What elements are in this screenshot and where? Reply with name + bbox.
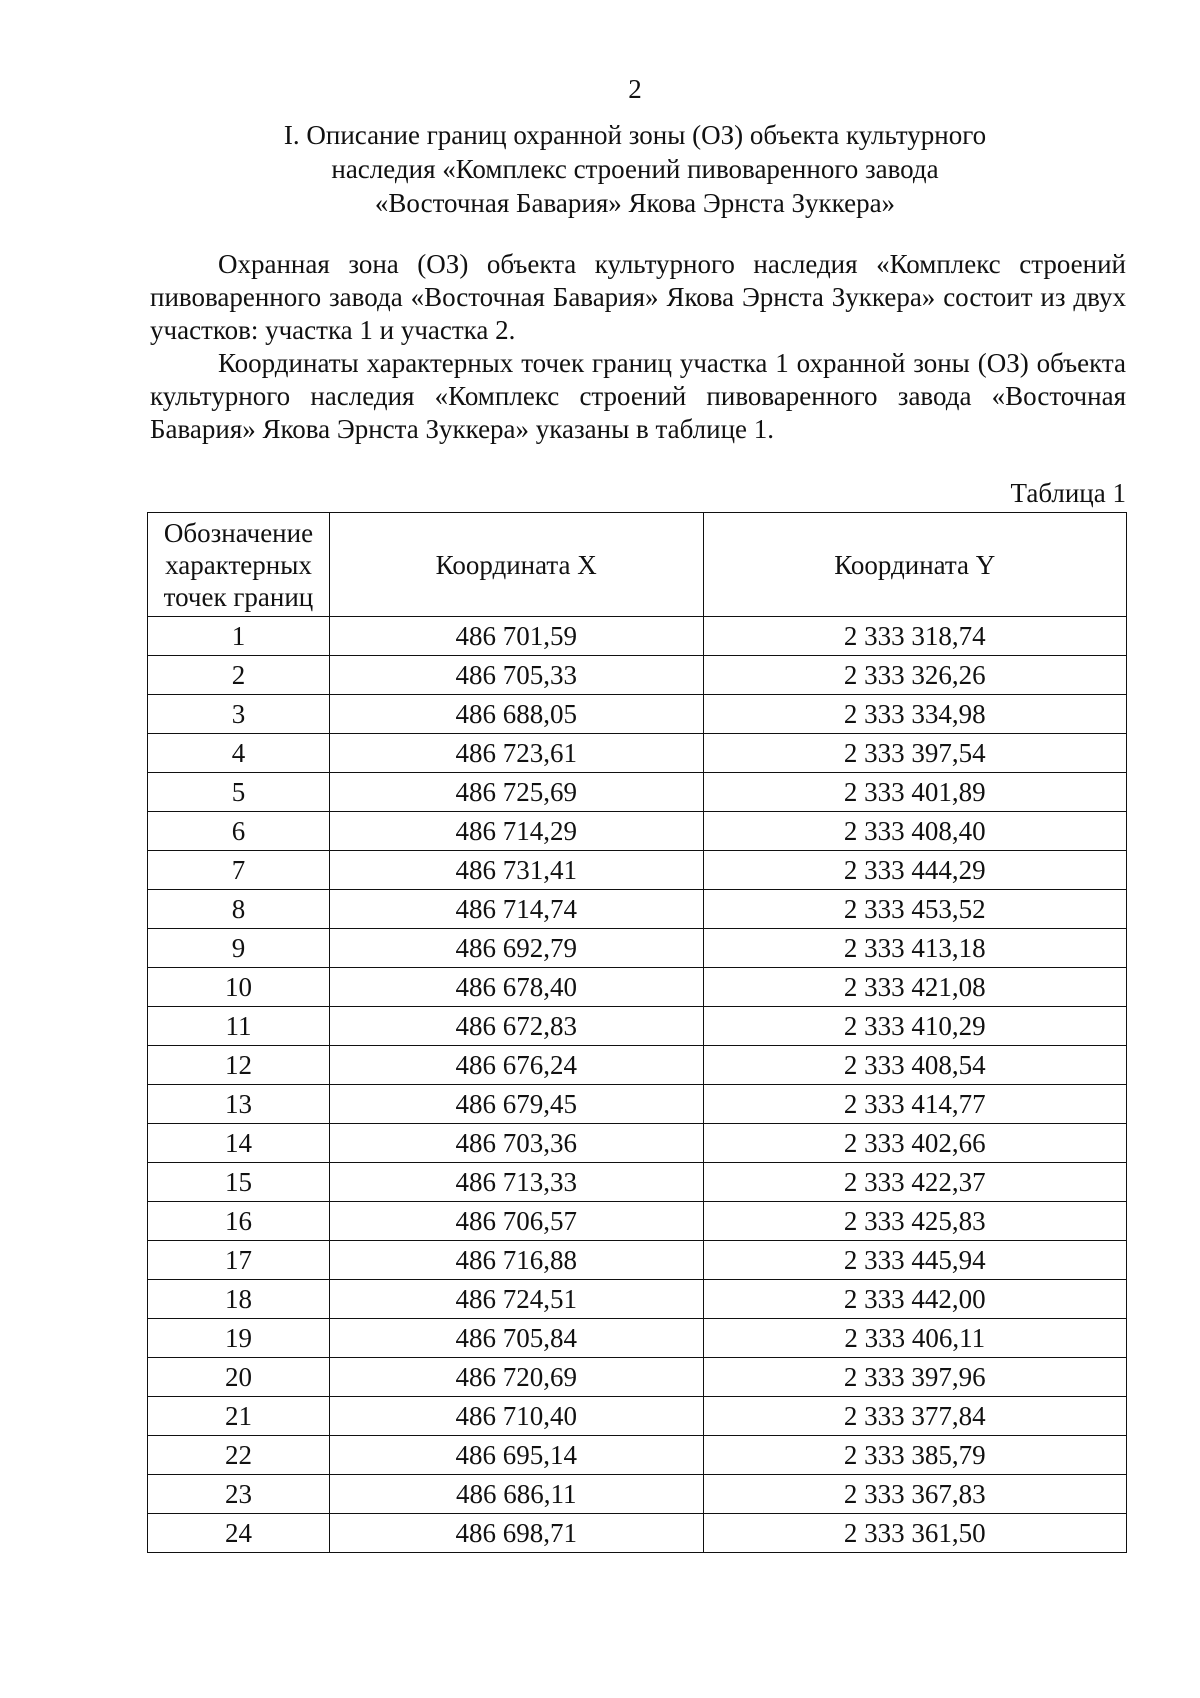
cell-coordinate-x: 486 679,45 bbox=[329, 1085, 703, 1124]
cell-coordinate-y: 2 333 453,52 bbox=[703, 890, 1127, 929]
cell-coordinate-y: 2 333 442,00 bbox=[703, 1280, 1127, 1319]
table-row bbox=[148, 1397, 1127, 1436]
cell-point-number: 9 bbox=[148, 929, 330, 968]
table-row bbox=[148, 851, 1127, 890]
cell-point-number: 5 bbox=[148, 773, 330, 812]
cell-coordinate-y: 2 333 410,29 bbox=[703, 1007, 1127, 1046]
cell-coordinate-x: 486 692,79 bbox=[329, 929, 703, 968]
cell-point-number: 18 bbox=[148, 1280, 330, 1319]
cell-coordinate-x: 486 714,74 bbox=[329, 890, 703, 929]
table-row bbox=[148, 1436, 1127, 1475]
cell-coordinate-x: 486 688,05 bbox=[329, 695, 703, 734]
heading-line-3: «Восточная Бавария» Якова Эрнста Зуккера» bbox=[374, 188, 896, 218]
table-row bbox=[148, 1280, 1127, 1319]
cell-point-number: 20 bbox=[148, 1358, 330, 1397]
cell-coordinate-y: 2 333 444,29 bbox=[703, 851, 1127, 890]
cell-coordinate-y: 2 333 406,11 bbox=[703, 1319, 1127, 1358]
table-row bbox=[148, 1163, 1127, 1202]
cell-point-number: 16 bbox=[148, 1202, 330, 1241]
cell-coordinate-x: 486 695,14 bbox=[329, 1436, 703, 1475]
table-row bbox=[148, 773, 1127, 812]
paragraph-zone-composition: Охранная зона (ОЗ) объекта культурного наследия «Комплекс строений пивоваренного завода «Восточная Бавария» Якова Эрнста Зуккера» состоит из двух участков: участка 1 и участка 2. bbox=[150, 249, 1126, 345]
table-row bbox=[148, 617, 1127, 656]
cell-coordinate-x: 486 672,83 bbox=[329, 1007, 703, 1046]
cell-point-number: 24 bbox=[148, 1514, 330, 1553]
table-caption: Таблица 1 bbox=[1010, 478, 1126, 508]
page-number: 2 bbox=[628, 74, 642, 104]
cell-coordinate-x: 486 676,24 bbox=[329, 1046, 703, 1085]
cell-coordinate-x: 486 714,29 bbox=[329, 812, 703, 851]
section-heading bbox=[150, 118, 1120, 220]
table-row bbox=[148, 1007, 1127, 1046]
cell-coordinate-x: 486 724,51 bbox=[329, 1280, 703, 1319]
table-row bbox=[148, 812, 1127, 851]
header-point-line-1: Обозначение bbox=[163, 517, 314, 548]
table-row bbox=[148, 1475, 1127, 1514]
cell-coordinate-x: 486 725,69 bbox=[329, 773, 703, 812]
cell-coordinate-x: 486 713,33 bbox=[329, 1163, 703, 1202]
table-row bbox=[148, 1202, 1127, 1241]
table-row bbox=[148, 1085, 1127, 1124]
cell-point-number: 19 bbox=[148, 1319, 330, 1358]
table-row bbox=[148, 1358, 1127, 1397]
cell-coordinate-y: 2 333 425,83 bbox=[703, 1202, 1127, 1241]
table-row bbox=[148, 1319, 1127, 1358]
cell-coordinate-x: 486 686,11 bbox=[329, 1475, 703, 1514]
table-row bbox=[148, 968, 1127, 1007]
cell-point-number: 11 bbox=[148, 1007, 330, 1046]
cell-point-number: 7 bbox=[148, 851, 330, 890]
cell-coordinate-y: 2 333 385,79 bbox=[703, 1436, 1127, 1475]
cell-coordinate-y: 2 333 326,26 bbox=[703, 656, 1127, 695]
heading-line-2: наследия «Комплекс строений пивоваренного завода bbox=[331, 154, 939, 184]
table-row bbox=[148, 1046, 1127, 1085]
header-coordinate-x: Координата X bbox=[329, 513, 703, 617]
cell-coordinate-x: 486 698,71 bbox=[329, 1514, 703, 1553]
cell-coordinate-y: 2 333 408,40 bbox=[703, 812, 1127, 851]
cell-coordinate-x: 486 705,33 bbox=[329, 656, 703, 695]
cell-coordinate-y: 2 333 377,84 bbox=[703, 1397, 1127, 1436]
cell-coordinate-y: 2 333 397,96 bbox=[703, 1358, 1127, 1397]
cell-coordinate-y: 2 333 397,54 bbox=[703, 734, 1127, 773]
heading-line-1: I. Описание границ охранной зоны (ОЗ) объекта культурного bbox=[283, 120, 987, 150]
cell-point-number: 10 bbox=[148, 968, 330, 1007]
cell-point-number: 13 bbox=[148, 1085, 330, 1124]
cell-coordinate-y: 2 333 408,54 bbox=[703, 1046, 1127, 1085]
table-row bbox=[148, 695, 1127, 734]
cell-point-number: 21 bbox=[148, 1397, 330, 1436]
body-text bbox=[150, 248, 1126, 446]
cell-coordinate-y: 2 333 422,37 bbox=[703, 1163, 1127, 1202]
cell-coordinate-y: 2 333 367,83 bbox=[703, 1475, 1127, 1514]
cell-point-number: 4 bbox=[148, 734, 330, 773]
cell-coordinate-y: 2 333 421,08 bbox=[703, 968, 1127, 1007]
cell-point-number: 15 bbox=[148, 1163, 330, 1202]
cell-coordinate-x: 486 703,36 bbox=[329, 1124, 703, 1163]
cell-coordinate-y: 2 333 318,74 bbox=[703, 617, 1127, 656]
cell-coordinate-x: 486 701,59 bbox=[329, 617, 703, 656]
table-row bbox=[148, 656, 1127, 695]
cell-point-number: 2 bbox=[148, 656, 330, 695]
cell-point-number: 1 bbox=[148, 617, 330, 656]
cell-point-number: 12 bbox=[148, 1046, 330, 1085]
cell-coordinate-x: 486 710,40 bbox=[329, 1397, 703, 1436]
paragraph-coordinates-intro: Координаты характерных точек границ участка 1 охранной зоны (ОЗ) объекта культурного наследия «Комплекс строений пивоваренного завода «Восточная Бавария» Якова Эрнста Зуккера» указаны в таблице 1. bbox=[150, 348, 1126, 444]
cell-coordinate-y: 2 333 445,94 bbox=[703, 1241, 1127, 1280]
cell-coordinate-x: 486 706,57 bbox=[329, 1202, 703, 1241]
cell-coordinate-y: 2 333 414,77 bbox=[703, 1085, 1127, 1124]
table-row bbox=[148, 929, 1127, 968]
cell-coordinate-y: 2 333 334,98 bbox=[703, 695, 1127, 734]
cell-coordinate-x: 486 720,69 bbox=[329, 1358, 703, 1397]
cell-point-number: 17 bbox=[148, 1241, 330, 1280]
header-point-designation bbox=[148, 513, 330, 617]
cell-coordinate-x: 486 678,40 bbox=[329, 968, 703, 1007]
cell-coordinate-x: 486 705,84 bbox=[329, 1319, 703, 1358]
table-header-row bbox=[148, 513, 1127, 617]
cell-coordinate-x: 486 731,41 bbox=[329, 851, 703, 890]
table-row bbox=[148, 1124, 1127, 1163]
cell-point-number: 6 bbox=[148, 812, 330, 851]
cell-point-number: 8 bbox=[148, 890, 330, 929]
cell-coordinate-y: 2 333 413,18 bbox=[703, 929, 1127, 968]
cell-point-number: 23 bbox=[148, 1475, 330, 1514]
cell-coordinate-x: 486 723,61 bbox=[329, 734, 703, 773]
header-point-line-2: характерных bbox=[165, 549, 312, 580]
cell-point-number: 3 bbox=[148, 695, 330, 734]
coordinates-table bbox=[147, 512, 1127, 1553]
table-row bbox=[148, 890, 1127, 929]
table-row bbox=[148, 1514, 1127, 1553]
cell-point-number: 14 bbox=[148, 1124, 330, 1163]
cell-coordinate-y: 2 333 402,66 bbox=[703, 1124, 1127, 1163]
table-row bbox=[148, 1241, 1127, 1280]
cell-coordinate-x: 486 716,88 bbox=[329, 1241, 703, 1280]
table-body bbox=[148, 617, 1127, 1553]
table-row bbox=[148, 734, 1127, 773]
header-point-line-3: точек границ bbox=[163, 581, 314, 612]
cell-coordinate-y: 2 333 401,89 bbox=[703, 773, 1127, 812]
cell-coordinate-y: 2 333 361,50 bbox=[703, 1514, 1127, 1553]
header-coordinate-y: Координата Y bbox=[703, 513, 1127, 617]
cell-point-number: 22 bbox=[148, 1436, 330, 1475]
